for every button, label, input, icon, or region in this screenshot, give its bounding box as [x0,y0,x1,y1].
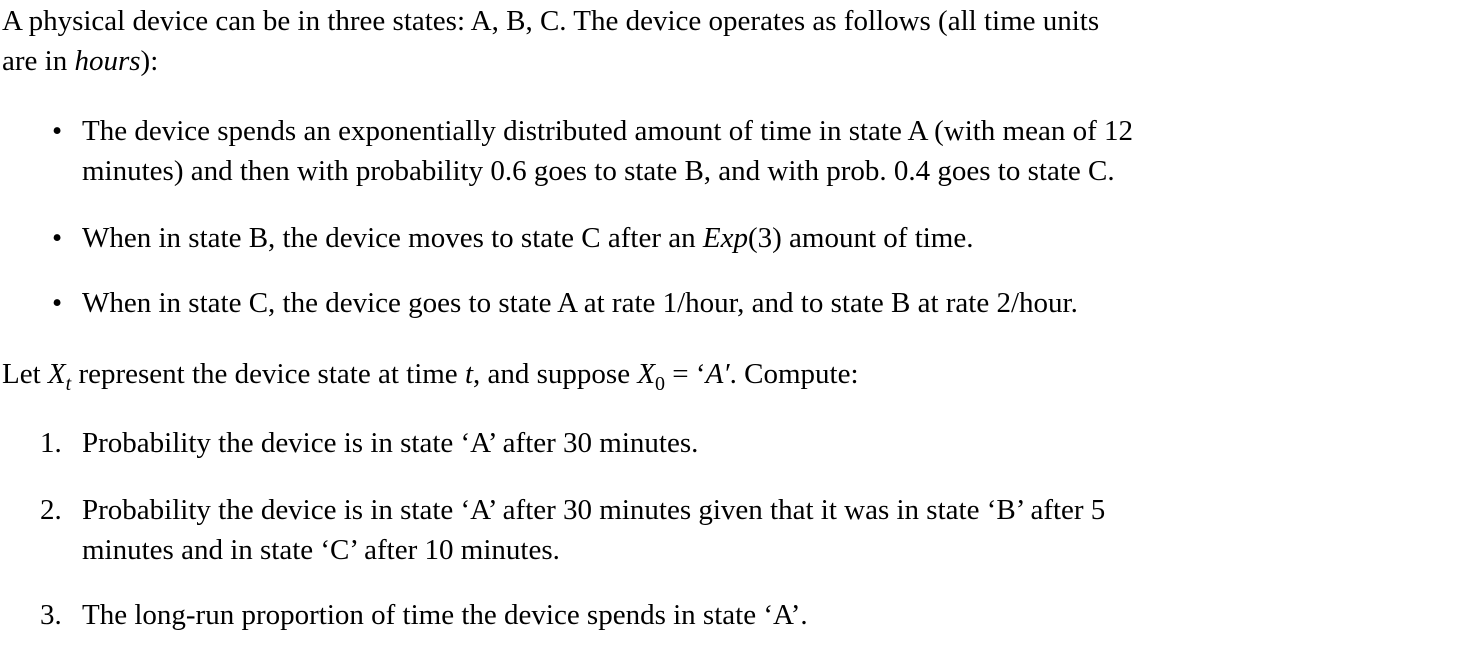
let-x: X [47,358,66,390]
question-1-line-1: Probability the device is in state ‘A’ after 30 minutes. [82,427,699,459]
bullet-1-line-2: minutes) and then with probability 0.6 goes to state B, and with prob. 0.4 goes to state C. [82,155,1115,187]
let-pre: Let [2,358,48,390]
let-t-sub: t [65,372,72,395]
question-number-1: 1. [40,427,62,459]
bullet-2-line-1 [82,221,974,255]
let-a: A′ [705,358,730,390]
let-t: t [464,358,473,390]
bullet-2-pre: When in state B, the device moves to state C after an [82,222,703,254]
let-statement [2,357,859,395]
bullet-2-post: (3) amount of time. [747,222,974,254]
bullet-1-line-1: The device spends an exponentially distributed amount of time in state A (with mean of 12 [82,115,1134,147]
question-3-line-1: The long-run proportion of time the device spends in state ‘A’. [82,599,808,631]
let-zero-sub: 0 [655,372,666,395]
question-number-2: 2. [40,494,62,526]
bullet-marker-2: • [52,222,63,254]
let-mid-1: represent the device state at time [71,358,465,390]
let-eq: = ‘ [665,358,706,390]
bullet-2-exp: Exp [702,222,748,254]
let-post: . Compute: [729,358,859,390]
question-2-line-2: minutes and in state ‘C’ after 10 minutes. [82,534,560,566]
intro-hours-emphasis: hours [74,45,141,77]
intro-line-2 [2,44,158,78]
let-mid-2: , and suppose [473,358,638,390]
bullet-marker-3: • [52,287,63,319]
intro-line-2-post: ): [140,45,159,77]
bullet-marker-1: • [52,115,63,147]
let-x0: X [637,358,656,390]
question-number-3: 3. [40,599,62,631]
intro-line-1: A physical device can be in three states: A, B, C. The device operates as follows (all time units [2,5,1100,37]
intro-line-2-pre: are in [2,45,75,77]
bullet-3-line-1: When in state C, the device goes to state A at rate 1/hour, and to state B at rate 2/hour. [82,287,1078,319]
question-2-line-1: Probability the device is in state ‘A’ after 30 minutes given that it was in state ‘B’ after 5 [82,494,1106,526]
